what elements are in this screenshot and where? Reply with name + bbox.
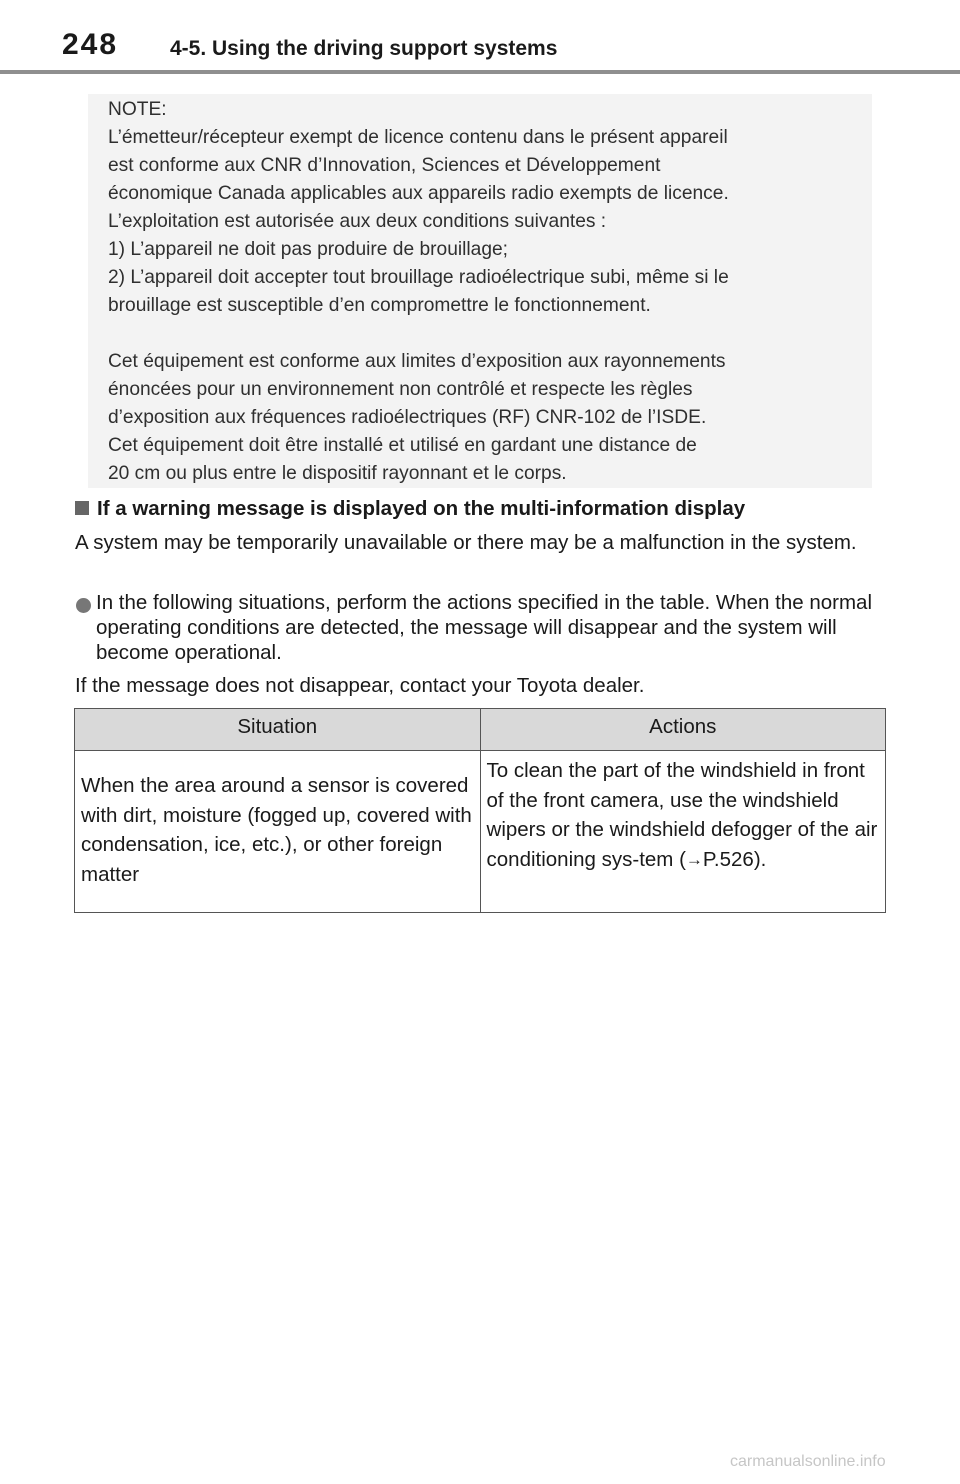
note-line: énoncées pour un environnement non contrôlé et respecte les règles [108,379,693,400]
warning-heading: If a warning message is displayed on the multi-information display [75,497,935,521]
note-line: d’exposition aux fréquences radioélectriques (RF) CNR-102 de l’ISDE. [108,407,707,428]
page-number: 248 [62,28,119,61]
page-reference-link[interactable]: P.526 [702,847,754,871]
situation-cell: When the area around a sensor is covered with dirt, moisture (fogged up, covered with condensation, ice, etc.), or other foreign matter [75,751,481,913]
note-line: NOTE: [108,99,167,120]
note-line: 2) L’appareil doit accepter tout brouillage radioélectrique subi, même si le [108,267,729,288]
note-line: brouillage est susceptible d’en compromettre le fonctionnement. [108,295,651,316]
square-bullet-icon [75,501,89,515]
intro-text: A system may be temporarily unavailable or there may be a malfunction in the system. [75,531,857,554]
column-header-situation: Situation [75,709,481,751]
table-header-row [75,709,886,751]
note-line: Cet équipement est conforme aux limites d’exposition aux rayonnements [108,351,726,372]
bullet-text: In the following situations, perform the actions specified in the table. When the normal operating conditions are detected, the message will disappear and the system will become operational. [96,591,873,664]
note-line: Cet équipement doit être installé et utilisé en gardant une distance de [108,435,697,456]
circle-bullet-icon [76,598,91,613]
page-header [0,0,960,76]
note-line: L’exploitation est autorisée aux deux conditions suivantes : [108,211,607,232]
header-divider [0,70,960,74]
french-note-box [88,94,872,488]
watermark: carmanualsonline.info [730,1453,886,1470]
table-row [75,751,886,913]
situation-table [74,708,886,913]
section-title: 4-5. Using the driving support systems [170,37,558,60]
closing-text: If the message does not disappear, contact your Toyota dealer. [75,674,645,697]
note-line: est conforme aux CNR d’Innovation, Sciences et Développement [108,155,661,176]
note-paragraph-2 [108,348,860,488]
note-paragraph-1 [108,96,860,320]
arrow-right-icon: → [685,849,703,869]
note-line: économique Canada applicables aux appareils radio exempts de licence. [108,183,729,204]
note-line: L’émetteur/récepteur exempt de licence contenu dans le présent appareil [108,127,728,148]
action-cell: To clean the part of the windshield in front of the front camera, use the windshield wipers or the windshield defogger of the air conditioning sys-tem (→P.526). [480,751,885,913]
note-line: 20 cm ou plus entre le dispositif rayonnant et le corps. [108,463,567,484]
note-line: 1) L’appareil ne doit pas produire de brouillage; [108,239,509,260]
column-header-actions: Actions [480,709,885,751]
